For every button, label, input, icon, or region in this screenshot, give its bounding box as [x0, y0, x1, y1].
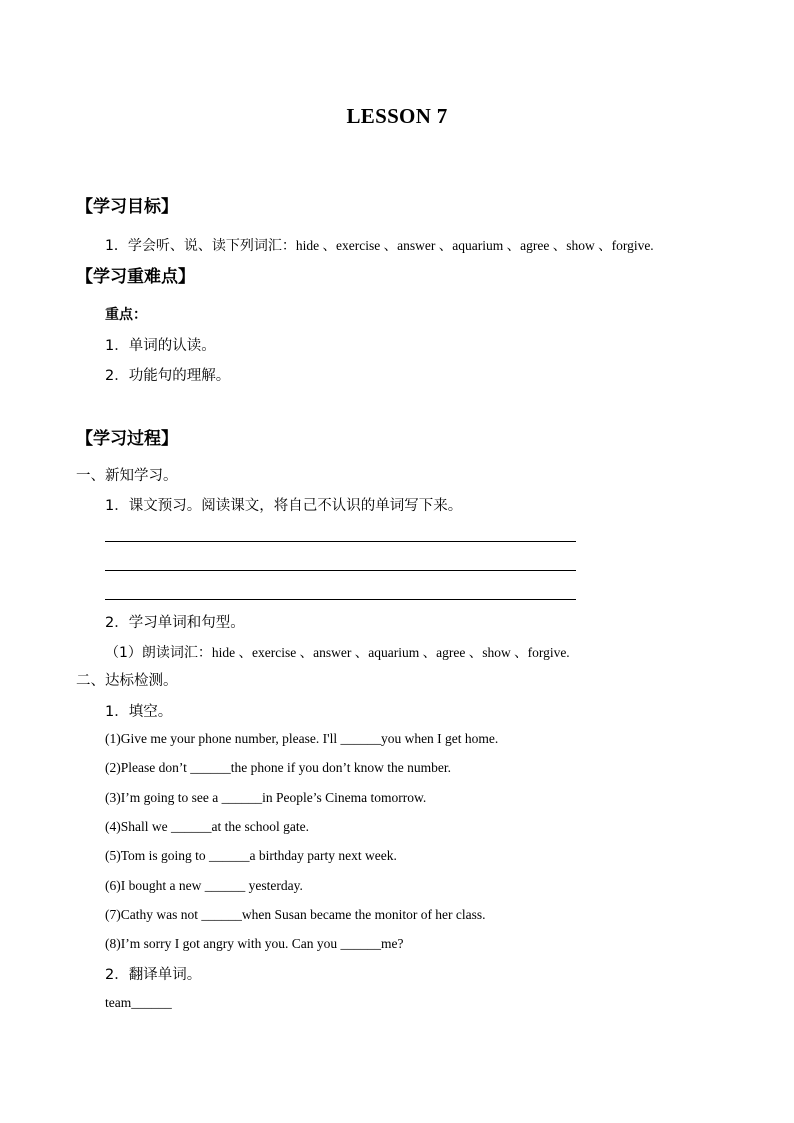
objectives-item-1-prefix: 1．学会听、说、读下列词汇： — [105, 238, 296, 254]
fill-item: (1)Give me your phone number, please. I'll ______you when I get home. — [105, 731, 499, 746]
writing-line-3[interactable] — [105, 599, 576, 600]
writing-line-2[interactable] — [105, 570, 576, 571]
fill-item: (2)Please don’t ______the phone if you don’t know the number. — [105, 760, 451, 775]
translate-item: team______ — [105, 995, 172, 1010]
objectives-item-1-words: hide 、exercise 、answer 、aquarium 、agree 、show 、forgive. — [295, 238, 654, 253]
fill-item: (4)Shall we ______at the school gate. — [105, 819, 309, 834]
fill-item: (3)I’m going to see a ______in People’s Cinema tomorrow. — [105, 790, 427, 805]
objectives-heading: 【学习目标】 — [76, 197, 178, 217]
translate-title: 2．翻译单词。 — [105, 967, 202, 983]
key-points-heading: 【学习重难点】 — [76, 267, 195, 287]
fill-blank-title: 1．填空。 — [105, 704, 173, 720]
read-words-list: hide 、exercise 、answer 、aquarium 、agree 、show 、forgive. — [211, 645, 570, 660]
fill-item: (6)I bought a new ______ yesterday. — [105, 878, 303, 893]
fill-item: (5)Tom is going to ______a birthday party next week. — [105, 848, 397, 863]
step-preview: 1．课文预习。阅读课文，将自己不认识的单词写下来。 — [105, 498, 463, 514]
section-assessment: 二、达标检测。 — [76, 673, 178, 689]
fill-item: (8)I’m sorry I got angry with you. Can you ______me? — [105, 936, 404, 951]
key-point-1: 1．单词的认读。 — [105, 338, 216, 354]
page-title: LESSON 7 — [346, 104, 448, 128]
step-learn-words: 2．学习单词和句型。 — [105, 615, 245, 631]
section-new-learning: 一、新知学习。 — [76, 468, 178, 484]
read-words-line — [105, 641, 570, 662]
writing-line-1[interactable] — [105, 541, 576, 542]
objectives-item-1 — [105, 234, 654, 255]
process-heading: 【学习过程】 — [76, 429, 178, 449]
fill-item: (7)Cathy was not ______when Susan became the monitor of her class. — [105, 907, 486, 922]
read-words-prefix: （1）朗读词汇： — [105, 645, 212, 661]
key-point-2: 2．功能句的理解。 — [105, 368, 231, 384]
key-points-label: 重点： — [105, 307, 147, 323]
